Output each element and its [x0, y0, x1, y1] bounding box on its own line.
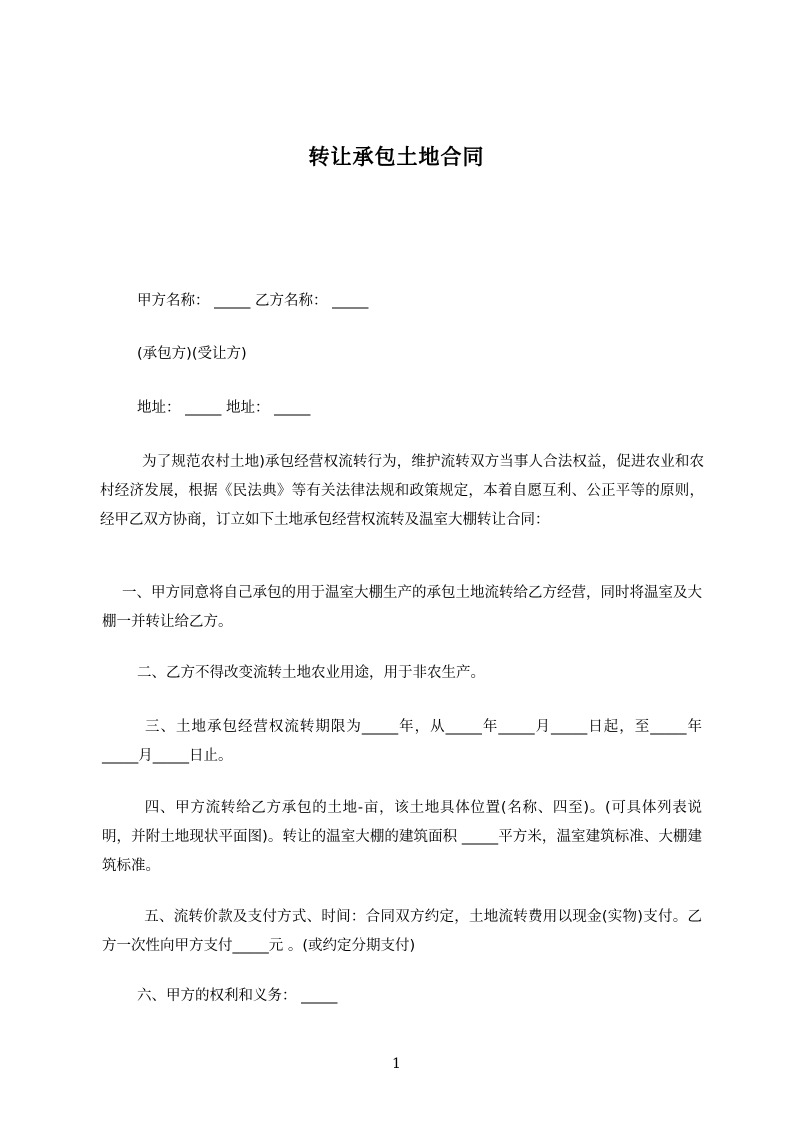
page-number: 1: [392, 1056, 401, 1072]
clause-4-text: 四、甲方流转给乙方承包的土地-亩，该土地具体位置(名称、四至)。(可具体列表说明，并附土地现状平面图)。转让的温室大棚的建筑面积 _____平方米，温室建筑标准、大棚建筑标准。: [102, 800, 702, 874]
document-title: 转让承包土地合同: [308, 145, 485, 169]
clause-1-text: 一、甲方同意将自己承包的用于温室大棚生产的承包土地流转给乙方经营，同时将温室及大棚一并转让给乙方。: [102, 585, 702, 630]
clause-1: [102, 579, 702, 637]
party-roles-line: (承包方)(受让方): [137, 346, 247, 362]
clause-2: 二、乙方不得改变流转土地农业用途，用于非农生产。: [137, 665, 485, 681]
party-names-line: 甲方名称： _____ 乙方名称： _____: [137, 293, 369, 309]
clause-5-text: 五、流转价款及支付方式、时间：合同双方约定，土地流转费用以现金(实物)支付。乙方一次性向甲方支付_____元 。(或约定分期支付): [102, 909, 702, 954]
clause-6: 六、甲方的权利和义务： _____: [137, 988, 338, 1004]
clause-3-text: 三、土地承包经营权流转期限为_____年，从_____年_____月_____日起，至_____年_____月_____日止。: [102, 719, 702, 764]
preamble-paragraph: [100, 448, 704, 535]
preamble-text: 为了规范农村土地)承包经营权流转行为，维护流转双方当事人合法权益，促进农业和农村经济发展，根据《民法典》等有关法律法规和政策规定，本着自愿互利、公正平等的原则，经甲乙双方协商，订立如下土地承包经营权流转及温室大棚转让合同：: [100, 454, 704, 528]
clause-5: [102, 903, 702, 961]
clause-4: [102, 794, 702, 881]
address-line: 地址： _____ 地址： _____: [137, 400, 311, 416]
clause-3: [102, 713, 702, 771]
